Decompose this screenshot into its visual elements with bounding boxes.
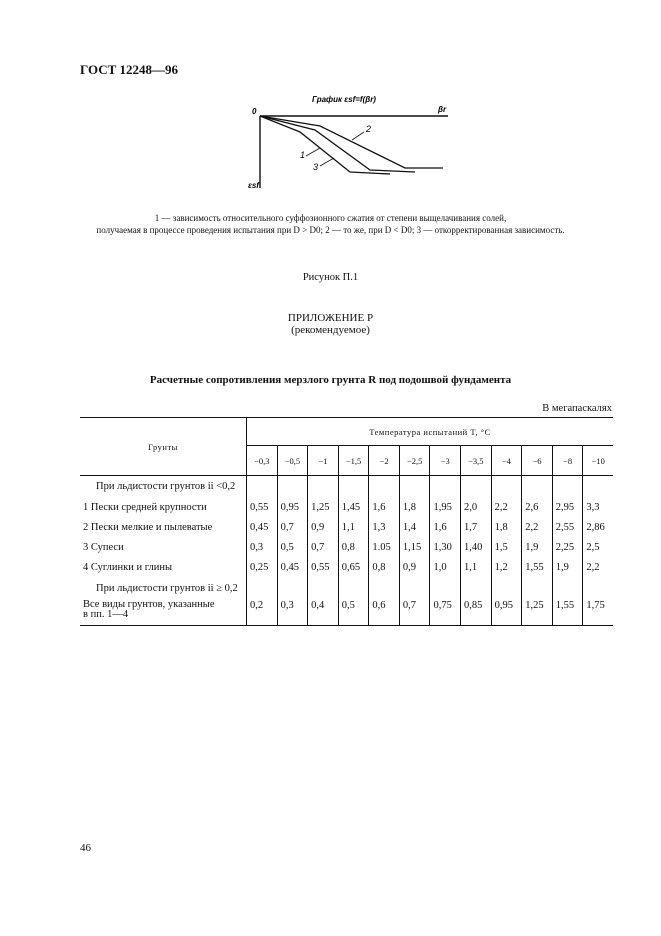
figure-graph [240, 92, 470, 192]
value-cell: 1,6 [430, 518, 461, 538]
temp-cell: −1,5 [338, 446, 369, 476]
value-cell: 0,25 [247, 558, 278, 578]
value-cell: 0,5 [338, 600, 369, 626]
table-row [80, 600, 613, 626]
value-cell: 1,0 [430, 558, 461, 578]
value-cell: 0,75 [430, 600, 461, 626]
value-cell: 1,1 [461, 558, 492, 578]
curve-2 [260, 116, 443, 168]
page-number: 46 [80, 842, 91, 854]
value-cell: 1,55 [552, 600, 583, 626]
temp-cell: −2,5 [399, 446, 430, 476]
value-cell: 0,7 [308, 538, 339, 558]
value-cell: 1,45 [338, 498, 369, 518]
row-label: 4 Суглинки и глины [80, 558, 247, 578]
header-temperature: Температура испытаний T, °C [247, 418, 614, 446]
value-cell: 1,6 [369, 498, 400, 518]
curve-3 [260, 116, 415, 172]
origin-label: 0 [252, 107, 257, 116]
value-cell: 2,2 [491, 498, 522, 518]
y-axis-label: εsf [248, 181, 259, 190]
value-cell: 1,8 [491, 518, 522, 538]
value-cell: 0,5 [277, 538, 308, 558]
temp-cell: −0,3 [247, 446, 278, 476]
group-label: При льдистости грунтов ii <0,2 [80, 476, 247, 498]
value-cell: 3,3 [586, 502, 600, 513]
value-cell: 1,15 [399, 538, 430, 558]
value-cell: 0,2 [247, 600, 278, 626]
temp-cell: −6 [522, 446, 553, 476]
group-row [80, 578, 613, 600]
appendix-title: ПРИЛОЖЕНИЕ Р [287, 312, 374, 324]
value-cell: 1,25 [308, 498, 339, 518]
value-cell: 2,0 [461, 498, 492, 518]
table-units: В мегапаскалях [542, 403, 612, 414]
row-label: 1 Пески средней крупности [80, 498, 247, 518]
value-cell: 2,86 [586, 522, 605, 533]
value-cell: 0,7 [399, 600, 430, 626]
value-cell: 0,3 [277, 600, 308, 626]
temp-cell: −3,5 [461, 446, 492, 476]
value-cell: 0,65 [338, 558, 369, 578]
value-cell: 0,45 [247, 518, 278, 538]
group-row [80, 476, 613, 498]
figure-title: График εsf=f(βr) [312, 95, 376, 104]
value-cell: 0,55 [308, 558, 339, 578]
temp-cell: −1 [308, 446, 339, 476]
row-label [80, 600, 247, 626]
temp-cell: −0,5 [277, 446, 308, 476]
row-label: 3 Супеси [80, 538, 247, 558]
value-cell: 1,40 [461, 538, 492, 558]
value-cell: 1,1 [338, 518, 369, 538]
value-cell: 0,6 [369, 600, 400, 626]
value-cell: 1,75 [583, 600, 613, 626]
value-cell: 0,9 [308, 518, 339, 538]
value-cell: 1,9 [522, 538, 553, 558]
appendix-heading [0, 312, 661, 336]
table-row [80, 498, 613, 518]
table-row [80, 558, 613, 578]
temp-cell: −8 [552, 446, 583, 476]
curve-label-3: 3 [313, 162, 319, 172]
value-cell: 0,55 [247, 498, 278, 518]
value-cell: 1,25 [522, 600, 553, 626]
value-cell: 2,95 [552, 498, 583, 518]
value-cell: 0,45 [277, 558, 308, 578]
value-cell: 1,8 [399, 498, 430, 518]
document-header: ГОСТ 12248—96 [80, 62, 179, 77]
value-cell: 0,95 [277, 498, 308, 518]
value-cell: 0,3 [247, 538, 278, 558]
value-cell: 2,6 [522, 498, 553, 518]
group-label: При льдистости грунтов ii ≥ 0,2 [80, 578, 247, 600]
figure-caption [40, 212, 621, 236]
value-cell: 0,85 [461, 600, 492, 626]
value-cell: 0,9 [399, 558, 430, 578]
value-cell: 2,25 [552, 538, 583, 558]
row-label-line: в пп. 1—4 [83, 608, 129, 620]
value-cell: 1.05 [369, 538, 400, 558]
value-cell: 1,30 [430, 538, 461, 558]
value-cell: 2,5 [586, 542, 600, 553]
header-soil: Грунты [80, 418, 247, 476]
row-label: 2 Пески мелкие и пылеватые [80, 518, 247, 538]
value-cell: 0,8 [338, 538, 369, 558]
caption-line-2: получаемая в процессе проведения испытания при D > D0; 2 — то же, при D < D0; 3 — откорректированная зависимость. [96, 225, 565, 235]
value-cell: 2,55 [552, 518, 583, 538]
temp-cell: −3 [430, 446, 461, 476]
x-axis-label: βr [438, 105, 447, 114]
figure-label: Рисунок П.1 [302, 272, 359, 283]
value-cell: 0,4 [308, 600, 339, 626]
value-cell: 2,2 [522, 518, 553, 538]
value-cell: 2,2 [586, 562, 600, 573]
value-cell: 1,5 [491, 538, 522, 558]
table-row [80, 538, 613, 558]
value-cell: 1,95 [430, 498, 461, 518]
temp-cell: −10 [583, 446, 613, 476]
value-cell: 0,7 [277, 518, 308, 538]
curve-label-2: 2 [366, 124, 372, 134]
value-cell: 1,4 [399, 518, 430, 538]
temp-cell: −2 [369, 446, 400, 476]
caption-line-1: 1 — зависимость относительного суффозионного сжатия от степени выщелачивания солей, [154, 213, 507, 223]
value-cell: 0,8 [369, 558, 400, 578]
temp-cell: −4 [491, 446, 522, 476]
value-cell: 1,2 [491, 558, 522, 578]
table-row [80, 518, 613, 538]
value-cell: 1,7 [461, 518, 492, 538]
appendix-subtitle: (рекомендуемое) [291, 324, 370, 336]
curve-label-1: 1 [300, 150, 306, 160]
value-cell: 1,55 [522, 558, 553, 578]
resistance-table [80, 417, 613, 626]
row-label-line: Все виды грунтов, указанные [83, 598, 215, 610]
value-cell: 0,95 [491, 600, 522, 626]
value-cell: 1,9 [552, 558, 583, 578]
value-cell: 1,3 [369, 518, 400, 538]
table-title: Расчетные сопротивления мерзлого грунта R под подошвой фундамента [149, 374, 512, 386]
